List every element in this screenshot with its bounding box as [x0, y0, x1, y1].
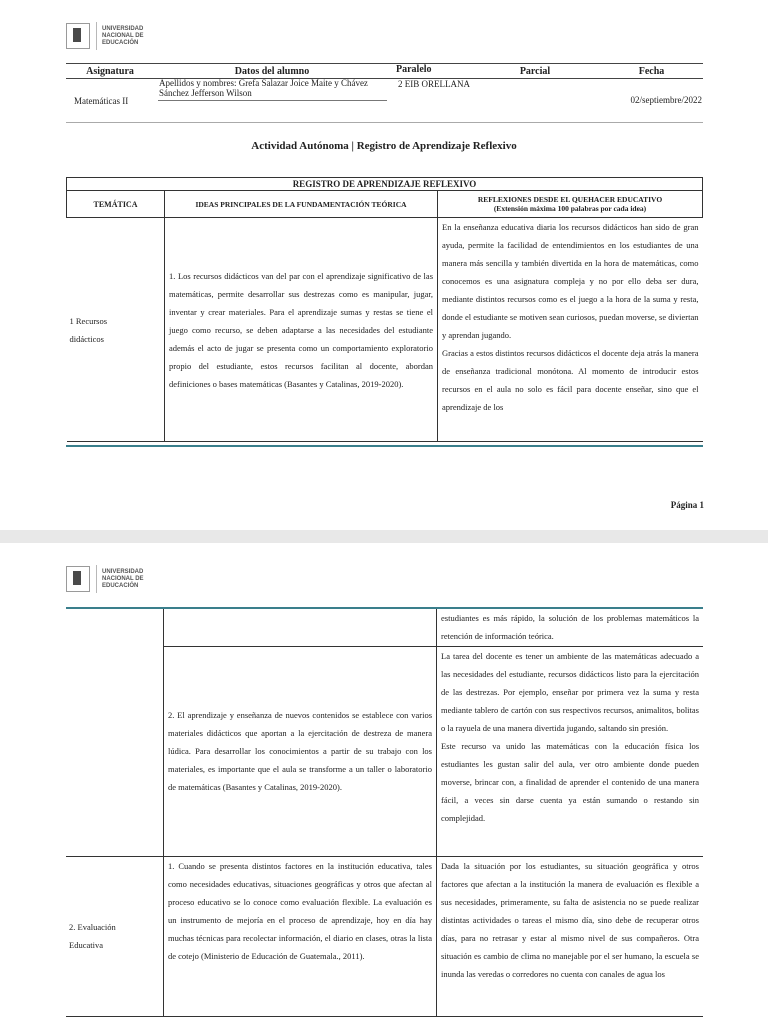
logo-line-1: UNIVERSIDAD	[102, 568, 144, 575]
row2-reflex-b: Este recurso va unido las matemáticas con la educación física los estudiantes les gustan salir del aula, ver otro ambiente donde pueden moverse, brincar con, a finalidad de aprender el contenido de una manera fácil, a veces sin darse cuenta ya están sumando o restando sin complejidad.	[441, 740, 699, 823]
col-reflexiones-sub: (Extensión máxima 100 palabras por cada idea)	[493, 204, 647, 213]
logo-line-1: UNIVERSIDAD	[102, 25, 144, 32]
col-tematica: TEMÁTICA	[67, 191, 165, 218]
row3-reflex-text: Dada la situación por los estudiantes, su situación geográfica y otros factores que afectan a la institución la manera de evaluación es flexible a sus necesidades, primeramente, su falta de asistencia no se puede realizar distintas actividades o tareas el mismo día, sino debe de recuperar otros días, para no retrasar y estar al mismo nivel de sus compañeros. Otra situación es cambio de clima no manejable por el ser humano, la escuela se inunda las veredas o corredores no cuenta con canales de agua los	[441, 860, 699, 979]
datos-value: Apellidos y nombres: Grefa Salazar Joice Maite y Chávez Sánchez Jefferson Wilson	[159, 78, 368, 98]
logo-mark-icon	[66, 566, 90, 592]
logo-line-3: EDUCACIÓN	[102, 582, 139, 589]
col-reflexiones	[438, 191, 703, 218]
logo-line-2: NACIONAL DE	[102, 575, 144, 582]
row3-tematica-text: 2. Evaluación Educativa	[69, 922, 116, 950]
university-logo	[66, 22, 162, 50]
row-cont-ideas	[164, 609, 437, 646]
row2-reflex-a: La tarea del docente es tener un ambiente de las matemáticas adecuado a las necesidades del estudiante, recursos didácticos listo para la ejercitación de las destrezas. Por ejemplo, enseñar por primera vez la suma y resta mediante tablero de cartón con sus respectivos recursos, animalitos, bolitas o la rayuela de una manera divertida jugando, saltando sin presión.	[441, 650, 699, 733]
header-asignatura: Asignatura	[86, 66, 134, 77]
row3-ideas-text: 1. Cuando se presenta distintos factores en la institución educativa, tales como necesidades educativas, situaciones geográficas y otros que afectan al proceso educativo se lo conoce como evaluación flexible. La evaluación es un instrumento de mejoría en el proceso de aprendizaje, hoy en día hay muchas técnicas para recolectar información, el diario en clases, otras la lista de cotejo (Ministerio de Educación de Guatemala., 2011).	[168, 860, 432, 961]
cont-reflex-text: estudiantes es más rápido, la solución de los problemas matemáticos la retención de información teórica.	[441, 613, 699, 642]
page-number-1: Página 1	[670, 500, 704, 510]
row1-reflexiones	[438, 218, 703, 442]
row1-ideas	[165, 218, 438, 442]
asignatura-value: Matemáticas II	[74, 96, 129, 106]
header-parcial: Parcial	[519, 66, 551, 77]
page-2	[0, 543, 768, 1024]
row3-tematica	[66, 856, 164, 1016]
row2-reflexiones	[437, 646, 704, 856]
row-cont-reflexiones	[437, 609, 704, 646]
register-table-continued	[66, 609, 703, 1017]
header-paralelo: Paralelo	[396, 64, 432, 75]
row2-tematica	[66, 609, 164, 856]
col-ideas: IDEAS PRINCIPALES DE LA FUNDAMENTACIÓN TEÓRICA	[165, 191, 438, 218]
row2-ideas	[164, 646, 437, 856]
col-reflexiones-title: REFLEXIONES DESDE EL QUEHACER EDUCATIVO	[477, 195, 663, 204]
row1-reflex-b: Gracias a estos distintos recursos didácticos el docente deja atrás la manera de enseñanza tradicional monótona. Al momento de introducir estos recursos en el aula no solo es fácil para docente enseñar, sino que el aprendizaje de los	[442, 348, 699, 412]
row1-tematica-text: 1 Recursos didácticos	[69, 315, 108, 344]
row1-ideas-text: 1. Los recursos didácticos van del par con el aprendizaje significativo de las matemáticas, permite desarrollar sus destrezas como es manipular, jugar, inventar y crear materiales. Para el aprendizaje sumas y restas se tiene el juego como recurso, se deben adaptarse a las necesidades del estudiante además el acto de jugar se presenta como un comportamiento exploratorio propio del estudiante, estos recursos facilitan al docente, abordan definiciones o bases matemáticas (Basantes y Catalinas, 2019-2020).	[169, 270, 433, 389]
paralelo-value: 2 EIB ORELLANA	[398, 79, 470, 89]
university-logo-2	[66, 565, 162, 593]
logo-line-2: NACIONAL DE	[102, 32, 144, 39]
logo-mark-icon	[66, 23, 90, 49]
row1-tematica	[67, 218, 165, 442]
row3-reflexiones	[437, 856, 704, 1016]
logo-line-3: EDUCACIÓN	[102, 39, 139, 46]
row1-reflex-a: En la enseñanza educativa diaria los recursos didácticos han sido de gran ayuda, permite la facilidad de entendimientos en los estudiantes de una manera más sencilla y también divertida en la hora de matemáticas, como conocemos es una asignatura compleja y no por ello deba ser dura, mediante distintos recursos como es el juego a la hora de la suma y resta, donde el estudiante se motiven sean curiosos, puedan moverse, se diviertan y aprendan jugando.	[442, 222, 699, 340]
row3-ideas	[164, 856, 437, 1016]
fecha-value: 02/septiembre/2022	[630, 95, 702, 105]
header-datos: Datos del alumno	[234, 66, 310, 77]
register-title: REGISTRO DE APRENDIZAJE REFLEXIVO	[67, 178, 703, 191]
row2-ideas-text: 2. El aprendizaje y enseñanza de nuevos contenidos se establece con varios materiales didácticos que aportan a la ejercitación de destreza de manera lúdica. Para desarrollar los conocimientos a partir de su trabajo con los materiales, es importante que el aula se transforme a un taller o laboratorio de matemáticas (Basantes y Catalinas, 2019-2020).	[168, 710, 432, 792]
document-title: Actividad Autónoma | Registro de Aprendizaje Reflexivo	[251, 140, 517, 152]
register-table	[66, 177, 703, 442]
header-fecha: Fecha	[638, 66, 665, 77]
